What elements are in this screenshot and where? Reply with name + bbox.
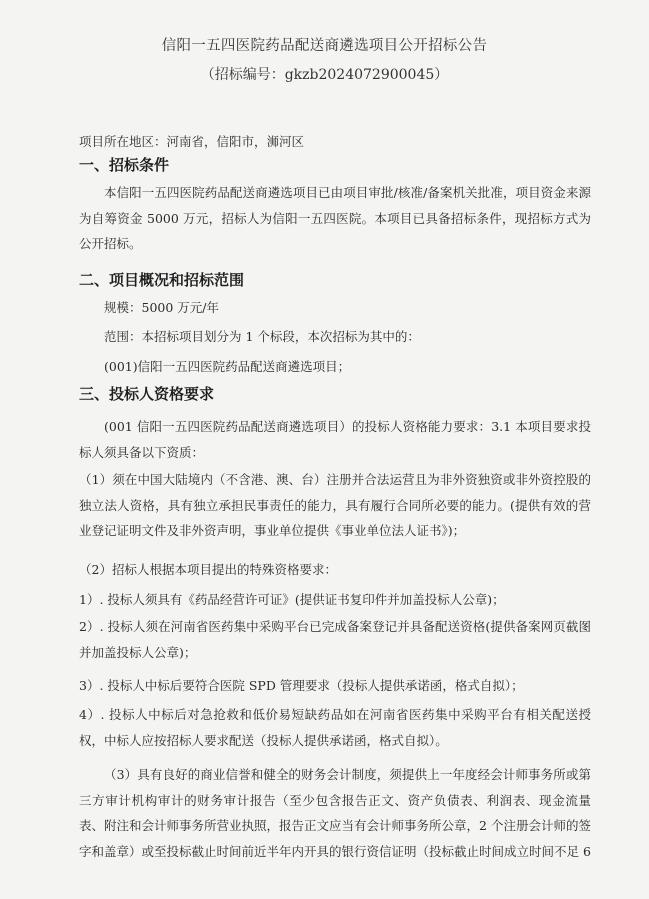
project-lot: (001)信阳一五四医院药品配送商遴选项目；: [104, 359, 351, 374]
section-2-heading: 二、项目概况和招标范围: [79, 271, 245, 289]
qualification-intro: (001 信阳一五四医院药品配送商遴选项目）的投标人资格能力要求：3.1 本项目要求投标人须具备以下资质：: [79, 419, 591, 460]
tender-number: （招标编号：gkzb2024072900045）: [200, 67, 449, 83]
requirement-2-4: 4）. 投标人中标后对急抢救和低价易短缺药品如在河南省医药集中采购平台有相关配送授权，中标人应按招标人要求配送（投标人提供承诺函，格式自拟）。: [79, 707, 591, 748]
section-3-heading: 三、投标人资格要求: [79, 385, 215, 403]
section-1-paragraph: 本信阳一五四医院药品配送商遴选项目已由项目审批/核准/备案机关批准，项目资金来源为自筹资金 5000 万元，招标人为信阳一五四医院。本项目已具备招标条件，现招标方式为公开招标。: [79, 185, 591, 251]
doc-title: 信阳一五四医院药品配送商遴选项目公开招标公告: [161, 38, 488, 54]
project-location: 项目所在地区：河南省，信阳市，浉河区: [79, 134, 305, 149]
requirement-2: （2）招标人根据本项目提出的特殊资格要求：: [79, 562, 337, 577]
requirement-2-2: 2）. 投标人须在河南省医药集中采购平台已完成备案登记并具备配送资格(提供备案网页截图并加盖投标人公章)；: [79, 619, 591, 660]
requirement-1: （1）须在中国大陆境内（不含港、澳、台）注册并合法运营且为非外资独资或非外资控股的独立法人资格，具有独立承担民事责任的能力，具有履行合同所必要的能力。(提供有效的营业登记证明文件及非外资声明，事业单位提供《事业单位法人证书》)；: [79, 472, 591, 538]
requirement-3: （3）具有良好的商业信誉和健全的财务会计制度，须提供上一年度经会计师事务所或第三方审计机构审计的财务审计报告（至少包含报告正文、资产负债表、利润表、现金流量表、附注和会计师事务所营业执照，报告正文应当有会计师事务所公章，2 个注册会计师的签字和盖章）或至投标截止时间前近半年内开具的银行资信证明（投标截止时间成立时间不足 6: [79, 767, 591, 859]
project-scale: 规模：5000 万元/年: [104, 300, 219, 315]
project-scope: 范围：本招标项目划分为 1 个标段，本次招标为其中的：: [104, 329, 420, 344]
section-1-heading: 一、招标条件: [79, 156, 170, 174]
requirement-2-3: 3）. 投标人中标后要符合医院 SPD 管理要求（投标人提供承诺函，格式自拟）；: [79, 678, 524, 693]
requirement-2-1: 1）. 投标人须具有《药品经营许可证》(提供证书复印件并加盖投标人公章)；: [79, 592, 505, 607]
